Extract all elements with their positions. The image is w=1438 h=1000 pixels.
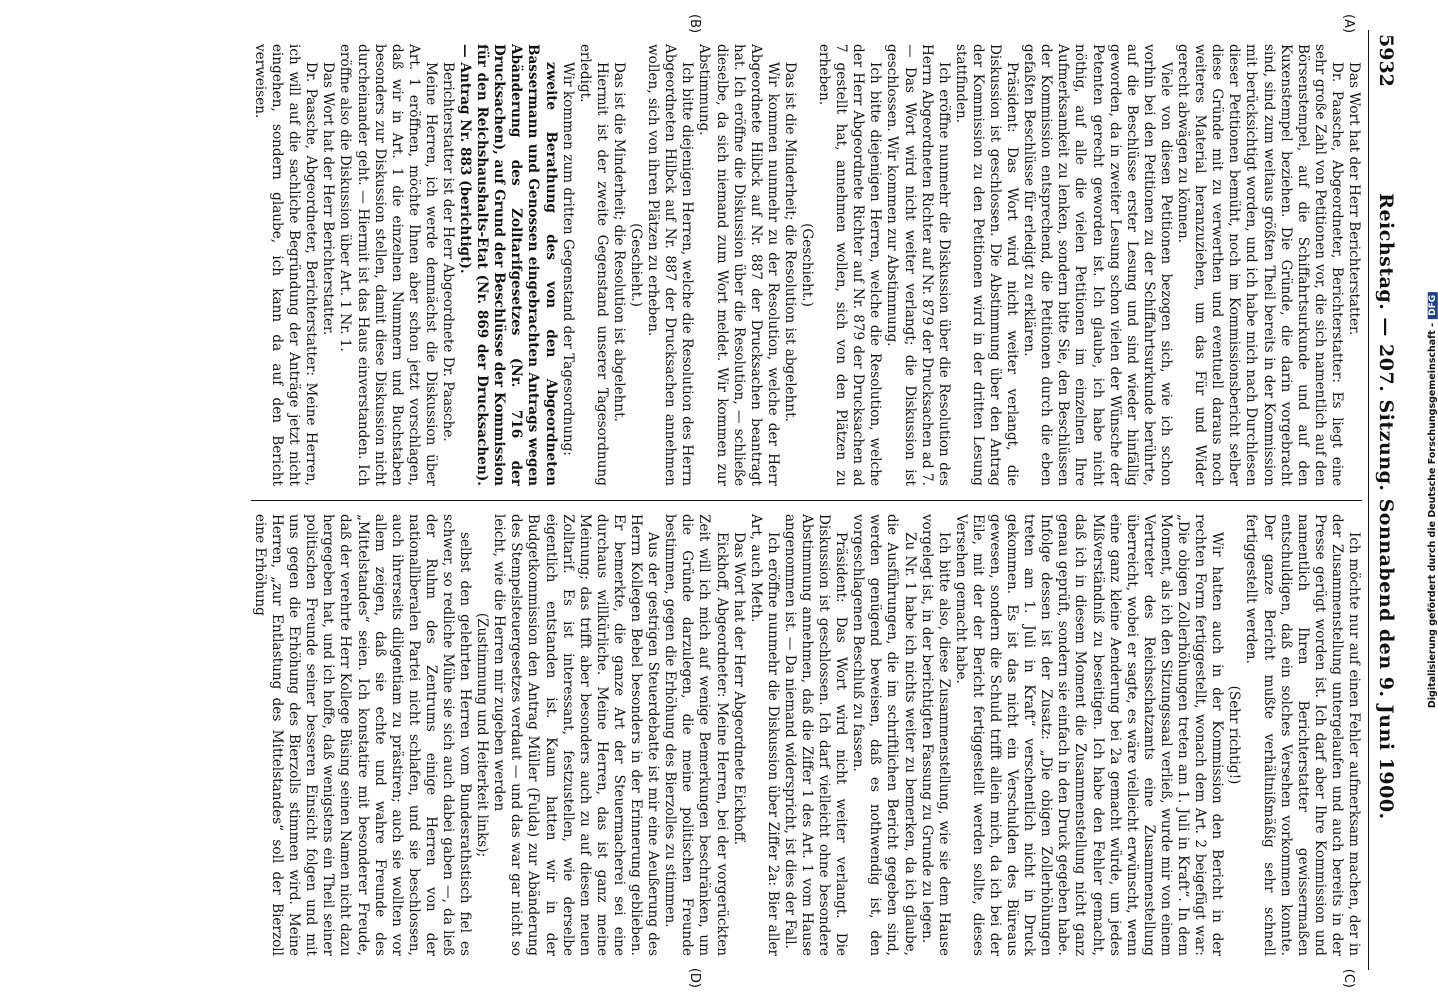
paragraph: (Sehr richtig!) <box>1226 685 1243 785</box>
column-divider <box>251 500 1362 501</box>
left-column <box>251 30 1362 500</box>
paragraph: Das Wort hat der Herr Berichterstatter. <box>320 62 337 336</box>
digitization-credit <box>1427 292 1438 708</box>
paragraph: Aus der gestrigen Steuerdebatte ist mir eine Aeußerung des Herrn Kollegen Bebel besonders in der Erinnerung geblieben. Er bemerkte, die ganze Art der Steuermacherei sei eine durchaus willkürliche. Meine Herren, das ist ganz meine Meinung; das trifft aber besonders auch zu auf diesen neuen Zolltarif. Es ist interessant, festzustellen, wie derselbe eigentlich entstanden ist. Kaum hatten wir in der Budgetkommission den Antrag Müller (Fulda) zur Abänderung des Stempelsteuergesetzes verdaut — und das war gar nicht so leicht, wie die Herren mir zugeben werden <box>491 514 662 956</box>
paragraph: Wir kommen nunmehr zu der Resolution, welche der Herr Abgeordnete Hilbck auf Nr. 887 der Drucksachen beantragt hat. Ich eröffne die Diskussion über die Resolution, — schließe dieselbe, da sich niemand zum Wort meldet. Wir kommen zur Abstimmung. <box>696 44 781 486</box>
paragraph: selbst den gelehrten Herren vom Bundesrathstisch fiel es schwer, so redliche Mühe sie sich auch dabei gaben —, da ließ der Ruhm des Zentrums einige Herren von der nationalliberalen Partei nicht schlafen, und sie beschlossen, auch ihrerseits diligentiam zu prästiren; auch sie wollten vor allem zeigen, daß sie echte und wahre Freunde des „Mittelstandes“ seien. Ich konstatire mit besonderer Freude, daß der verehrte Herr Kollege Büsing seinen Namen nicht dazu hergegeben hat, und ich hoffe, daß wenigstens ein Theil seiner politischen Freunde seiner besseren Einsicht folgen und mit uns gegen die Erhöhung des Bierzolls stimmen wird. Meine Herren, „zur Entlastung des Mittelstandes“ soll der Bierzoll eine Erhöhung <box>252 514 474 956</box>
paragraph: Dr. Paasche, Abgeordneter, Berichterstatter: Es liegt eine sehr große Zahl von Petitionen vor, die sich namentlich auf den Börsenstempel, auf die Schiffahrtsurkunde und auf den Kuxenstempel beziehen. Die Gründe, die darin vorgebracht sind, sind zum weitaus größten Theil bereits in der Kommission mit berücksichtigt worden, und ich habe mich nach Durchlesen dieser Petitionen bemüht, noch im Kommissionsbericht selber diese Gründe mit zu verwerthen und eventuell daraus noch weiteres Material heranzuziehen, um das Für und Wider gerecht abwägen zu können. <box>1175 44 1345 486</box>
paragraph: (Geschieht.) <box>628 223 645 307</box>
paragraph: Das Wort hat der Herr Abgeordnete Eickhoff. <box>730 532 747 846</box>
paragraph: Ich möchte nur auf einen Fehler aufmerksam machen, der in der Zusammenstellung untergelaufen und auch bereits in der Presse gerügt worden ist. Ich darf aber Ihre Kommission und namentlich Ihren Berichterstatter gewissermaßen entschuldigen, daß ein solches Versehen vorkommen konnte. Der ganze Bericht mußte verhältnißmäßig sehr schnell fertiggestellt werden. <box>1243 514 1362 956</box>
paragraph: Wir hatten auch in der Kommission den Bericht in der rechten Form fertiggestellt, wonach dem Art. 2 beigefügt war: „Die obigen Zollerhöhungen treten am 1. Juli in Kraft“. In dem Moment, als ich den Sitzungssaal verließ, wurde mir von einem Vertreter des Reichsschatzamts eine Zusammenstellung überreicht, wobei er sagte, es wäre vielleicht erwünscht, wenn eine ganz kleine Aenderung bei 2a gemacht würde, um jedes Mißverständniß zu beseitigen. Ich habe den Fehler gemacht, daß ich in diesem Moment die Zusammenstellung nicht ganz genau geprüft, sondern sie einfach in den Druck gegeben habe. Infolge dessen ist der Zusatz: „Die obigen Zollerhöhungen treten am 1. Juli in Kraft“ verschentlich nicht in Druck gekommen. Es ist das nicht ein Verschulden des Büreaus gewesen, sondern die Schuld trifft allein mich, da ich bei der Eile, mit der der Bericht fertiggestellt werden sollte, dieses Versehen gemacht habe. <box>952 514 1226 956</box>
credit-text: Digitalisierung gefördert durch die Deutsche Forschungsgemeinschaft - <box>1426 322 1438 709</box>
scanned-page <box>25 10 1415 990</box>
paragraph: Hiermit ist der zweite Gegenstand unserer Tagesordnung erledigt. <box>576 44 610 486</box>
margin-mark-d: (D) <box>687 967 702 988</box>
margin-mark-a: (A) <box>1341 14 1356 34</box>
paragraph: Berichterstatter ist der Herr Abgeordnete Dr. Paasche. <box>440 62 457 442</box>
paragraph: Das ist die Minderheit; die Resolution ist abgelehnt. <box>610 62 627 422</box>
paragraph: Dr. Paasche, Abgeordneter, Berichterstatter: Meine Herren, ich will auf die sachliche Begründung der Anträge jetzt nicht eingehen, sondern glaube, ich kann da auf den Bericht verweisen. <box>252 44 320 486</box>
paragraph: Wir kommen zum dritten Gegenstand der Tagesordnung: <box>559 62 576 457</box>
paragraph: Meine Herren, ich werde demnächst die Diskussion über Art. 1 eröffnen, möchte Ihnen aber schon jetzt vorschlagen, daß wir in Art. 1 die einzelnen Nummern und Buchstaben besonders zur Diskussion stellen, damit diese Diskussion nicht durcheinander geht. — Hiermit ist das Haus einverstanden. Ich eröffne also die Diskussion über Art. 1 Nr. 1. <box>337 44 439 486</box>
page-header <box>1368 30 1397 970</box>
paragraph: Präsident: Das Wort wird nicht weiter verlangt, die Diskussion ist geschlossen. Die Abstimmung über den Antrag der Kommission zu den Petitionen wird in der dritten Lesung stattfinden. <box>952 44 1021 486</box>
text-columns <box>251 14 1362 988</box>
right-column <box>251 500 1362 970</box>
paragraph: Viele von diesen Petitionen bezogen sich, wie ich schon vorhin bei den Petitionen zu der Schiffahrtsurkunde berührte, auf die Beschlüsse erster Lesung und sind wieder hinfällig geworden, da in zweiter Lesung schon vielen der Wünsche der Petenten gerecht geworden ist. Ich glaube, ich habe nicht nöthig, auf alle die vielen Petitionen im einzelnen Ihre Aufmerksamkeit zu lenken, sondern bitte Sie, den Beschlüssen der Kommission entsprechend, die Petitionen durch die eben gefaßten Beschlüsse für erledigt zu erklären. <box>1021 44 1174 486</box>
paragraph: Ich eröffne nunmehr die Diskussion über Ziffer 2a: Bier aller Art, auch Meth. <box>747 514 781 956</box>
paragraph: Ich bitte diejenigen Herren, welche die Resolution, welche der Herr Abgeordnete Richter auf Nr. 879 der Drucksachen ad 7 gestellt hat, annehmen wollen, sich von den Plätzen zu erheben. <box>816 44 884 486</box>
agenda-item: zweite Berathung des von den Abgeordneten Bassermann und Genossen eingebrachten Antrags wegen Abänderung des Zolltarifgesetzes (Nr. 716 der Drucksachen), auf Grund der Beschlüsse der Kommission für den Reichshaushalts-Etat (Nr. 869 der Drucksachen). — Antrag Nr. 883 (berichtigt). <box>457 44 559 486</box>
paragraph: Zu Nr. 1 habe ich nichts weiter zu bemerken, da ich glaube, die Ausführungen, die im schriftlichen Bericht gegeben sind, werden genügend beweisen, daß es nothwendig ist, den vorgeschlagenen Beschluß zu fassen. <box>850 514 918 956</box>
running-title: Reichstag. — 207. Sitzung. Sonnabend den 9. Juni 1900. <box>1375 193 1397 820</box>
paragraph: (Geschieht.) <box>799 223 815 307</box>
paragraph: Ich bitte diejenigen Herren, welche die Resolution des Herrn Abgeordneten Hilbck auf Nr. 887 der Drucksachen annehmen wollen, sich von ihren Plätzen zu erheben. <box>645 44 696 486</box>
margin-mark-c: (C) <box>1341 968 1356 988</box>
paragraph: Präsident: Das Wort wird nicht weiter verlangt. Die Diskussion ist geschlossen. Ich darf vielleicht ohne besondere Abstimmung annehmen, daß die Ziffer 1 des Art. 1 vom Hause angenommen ist. — Da niemand widerspricht, ist dies der Fall. <box>781 514 850 956</box>
paragraph: Das ist die Minderheit; die Resolution ist abgelehnt. <box>781 62 798 422</box>
margin-mark-b: (B) <box>687 14 702 34</box>
page-number: 5932 <box>1375 34 1397 87</box>
paragraph: Das Wort hat der Herr Berichterstatter. <box>1346 62 1362 336</box>
paragraph: Eickhoff, Abgeordneter: Meine Herren, bei der vorgerückten Zeit will ich mich auf wenige Bemerkungen beschränken, um die Gründe darzulegen, die meine politischen Freunde bestimmen, gegen die Erhöhung des Bierzolles zu stimmen. <box>662 514 730 956</box>
dfg-logo: DFG <box>1428 292 1438 319</box>
paragraph: Ich eröffne nunmehr die Diskussion über die Resolution des Herrn Abgeordneten Richter auf Nr. 879 der Drucksachen ad 7. — Das Wort wird nicht weiter verlangt; die Diskussion ist geschlossen. Wir kommen zur Abstimmung. <box>884 44 952 486</box>
paragraph: (Zustimmung und Heiterkeit links); <box>474 612 491 858</box>
paragraph: Ich bitte also, diese Zusammenstellung, wie sie dem Hause vorgelegt ist, in der berichtigten Fassung zu Grunde zu legen. <box>918 514 952 956</box>
